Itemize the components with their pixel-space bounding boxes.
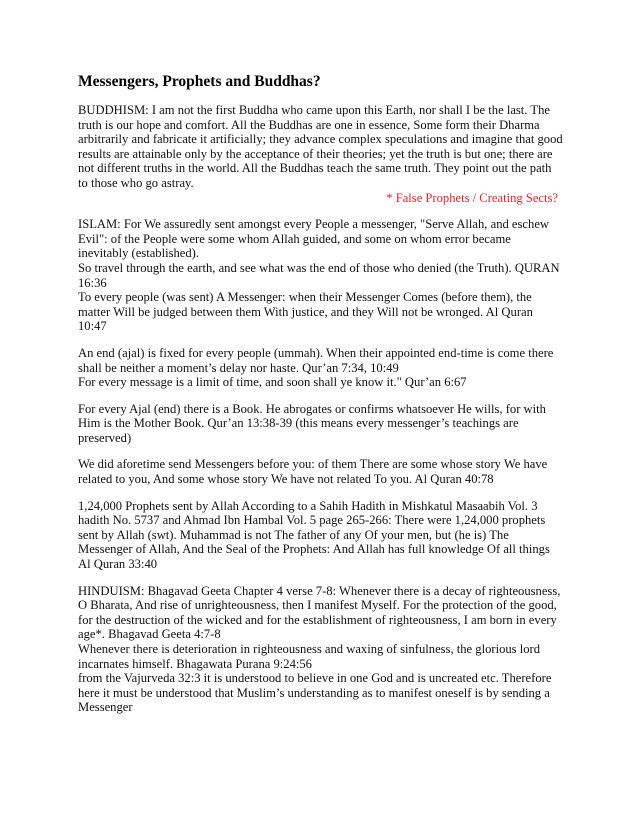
hinduism-line: from the Vajurveda 32:3 it is understood to believe in one God and is uncreated etc. Therefore here it must be understood that Muslim’s understanding as to manifest oneself is by sending a Messenger — [78, 671, 552, 715]
hinduism-section — [78, 584, 564, 715]
buddhism-paragraph: BUDDHISM: I am not the first Buddha who came upon this Earth, nor shall I be the last. The truth is our hope and comfort. All the Buddhas are one in essence, Some form their Dharma arbitrarily and fabricate it artificially; they advance complex speculations and imagine that good results are attainable only by the acceptance of their theories; yet the truth is but one; there are not different truths in the world. All the Buddhas teach the same truth. They point out the path to those who go astray. — [78, 103, 563, 190]
islam-line: So travel through the earth, and see what was the end of those who denied (the Truth). QURAN 16:36 — [78, 260, 560, 290]
page-title: Messengers, Prophets and Buddhas? — [78, 73, 321, 90]
ajal-line: For every message is a limit of time, and soon shall ye know it." Qur’an 6:67 — [78, 375, 467, 390]
hinduism-line: HINDUISM: Bhagavad Geeta Chapter 4 verse 7-8: Whenever there is a decay of righteousness, O Bharata, And rise of unrighteousness, then I manifest Myself. For the protection of the good, for the destruction of the wicked and for the establishment of righteousness, I am born in every age*. Bhagavad Geeta 4:7-8 — [78, 583, 561, 642]
ajal-section — [78, 346, 564, 390]
ajal-line: An end (ajal) is fixed for every people (ummah). When their appointed end-time is come there shall be neither a moment’s delay nor haste. Qur’an 7:34, 10:49 — [78, 345, 554, 375]
messengers-paragraph: We did aforetime send Messengers before you: of them There are some whose story We have related to you, And some whose story We have not related To you. Al Quran 40:78 — [78, 457, 548, 487]
book-paragraph: For every Ajal (end) there is a Book. He abrogates or confirms whatsoever He wills, for with Him is the Mother Book. Qur’an 13:38-39 (this means every messenger’s teachings are preserved) — [78, 401, 546, 445]
hinduism-line: Whenever there is deterioration in righteousness and waxing of sinfulness, the glorious lord incarnates himself. Bhagawata Purana 9:24:56 — [78, 642, 541, 671]
false-prophets-note: * False Prophets / Creating Sects? — [386, 190, 558, 205]
islam-line: ISLAM: For We assuredly sent amongst every People a messenger, "Serve Allah, and eschew Evil": of the People were some whom Allah guided, and some on whom error became inevitably (established). — [78, 217, 549, 261]
islam-line: To every people (was sent) A Messenger: when their Messenger Comes (before them), the matter Will be judged between them With justice, and they Will not be wronged. Al Quran 10:47 — [78, 290, 533, 334]
document-page — [78, 73, 564, 715]
prophets-paragraph: 1,24,000 Prophets sent by Allah According to a Sahih Hadith in Mishkatul Masaabih Vol. 3 hadith No. 5737 and Ahmad Ibn Hambal Vol. 5 page 265-266: There were 1,24,000 prophets sent by Allah (swt). Muhammad is not The father of any Of your men, but (he is) The Messenger of Allah, And the Seal of the Prophets: And Allah has full knowledge Of all things Al Quran 33:40 — [78, 498, 550, 572]
islam-section — [78, 217, 564, 334]
